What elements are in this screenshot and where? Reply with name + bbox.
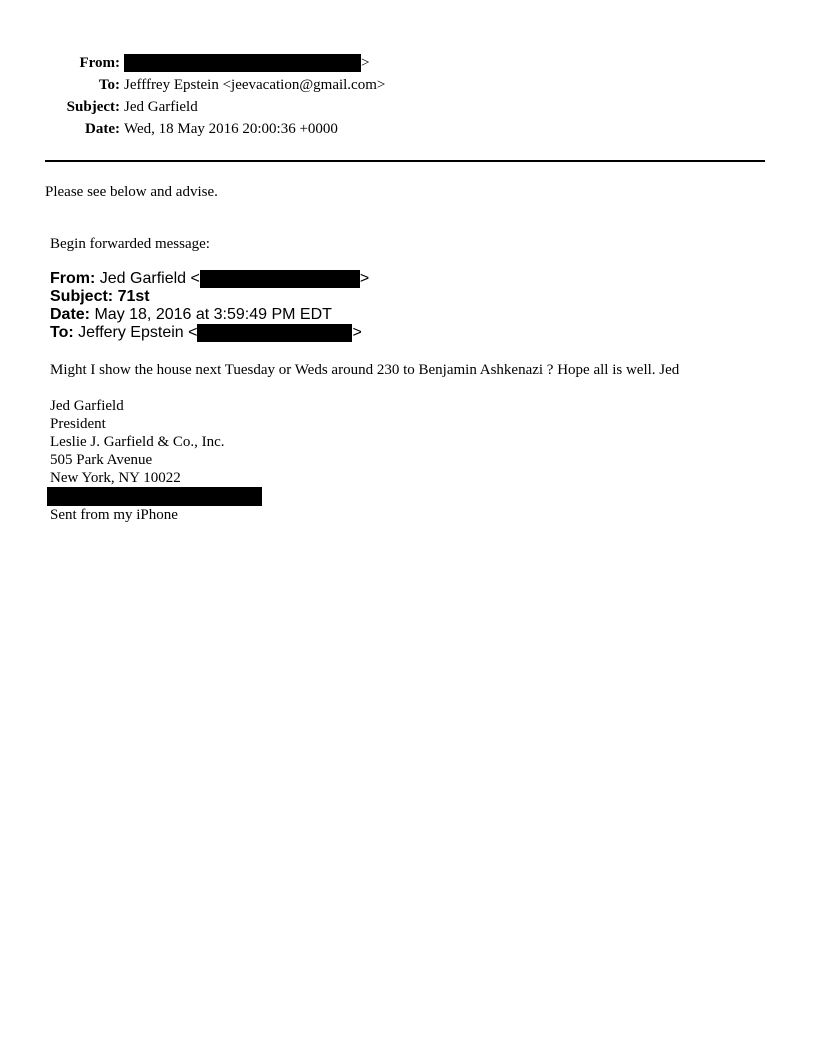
header-divider — [45, 160, 765, 162]
to-value: Jefffrey Epstein <jeevacation@gmail.com> — [124, 77, 386, 93]
signature-street: 505 Park Avenue — [50, 452, 153, 468]
forwarded-date-label: Date: — [50, 306, 91, 323]
forward-intro: Begin forwarded message: — [50, 236, 210, 252]
forwarded-message: Might I show the house next Tuesday or Weds around 230 to Benjamin Ashkenazi ? Hope all is well. Jed — [50, 362, 680, 378]
forwarded-subject-label: Subject: 71st — [50, 288, 150, 305]
to-label: To: — [98, 77, 120, 93]
from-value — [124, 54, 369, 72]
forwarded-to-label: To: — [50, 324, 74, 341]
forwarded-to-name: Jeffery Epstein < — [73, 324, 198, 341]
forwarded-date — [50, 306, 332, 324]
forwarded-from — [50, 270, 369, 288]
subject-value: Jed Garfield — [124, 99, 198, 115]
forwarded-from-suffix: > — [359, 270, 370, 287]
signature-city: New York, NY 10022 — [50, 470, 181, 486]
redaction-bar — [197, 324, 352, 342]
subject-label: Subject: — [66, 99, 120, 115]
forwarded-date-value: May 18, 2016 at 3:59:49 PM EDT — [90, 306, 332, 323]
forwarded-to-suffix: > — [352, 324, 362, 341]
intro-text: Please see below and advise. — [45, 184, 218, 200]
date-value: Wed, 18 May 2016 20:00:36 +0000 — [124, 121, 338, 137]
forwarded-from-label: From: — [50, 270, 96, 287]
signature-company: Leslie J. Garfield & Co., Inc. — [50, 434, 225, 450]
redaction-bar — [124, 54, 361, 72]
from-suffix: > — [361, 55, 370, 71]
signature-title: President — [50, 416, 106, 432]
forwarded-from-name: Jed Garfield < — [95, 270, 200, 287]
from-label: From: — [79, 55, 120, 71]
date-label: Date: — [85, 121, 120, 137]
forwarded-subject — [50, 288, 150, 306]
signature-name: Jed Garfield — [50, 398, 124, 414]
sent-from-line: Sent from my iPhone — [50, 507, 178, 523]
redaction-bar — [200, 270, 360, 288]
redaction-bar — [47, 487, 262, 506]
forwarded-to — [50, 324, 362, 342]
